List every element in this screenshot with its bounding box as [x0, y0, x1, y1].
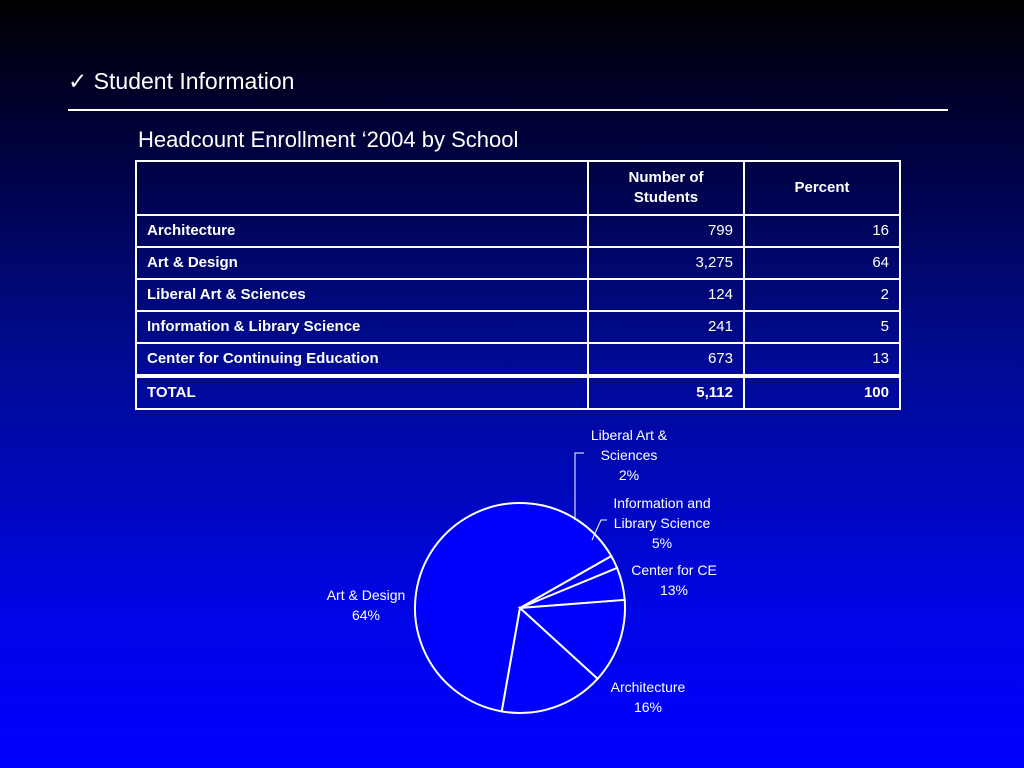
percent-cell: 64 — [744, 247, 900, 279]
students-cell: 124 — [588, 279, 744, 311]
pie-label-center-for-ce: Center for CE 13% — [631, 562, 717, 598]
total-percent-cell: 100 — [744, 376, 900, 409]
school-name-cell: Art & Design — [136, 247, 588, 279]
students-cell: 241 — [588, 311, 744, 343]
students-cell: 3,275 — [588, 247, 744, 279]
header-percent-cell: Percent — [744, 161, 900, 215]
school-name-cell: Center for Continuing Education — [136, 343, 588, 376]
pie-leader-line — [575, 453, 584, 520]
students-cell: 799 — [588, 215, 744, 247]
checkmark-icon: ✓ — [68, 68, 88, 94]
percent-cell: 13 — [744, 343, 900, 376]
slide-title-text: Student Information — [93, 68, 295, 94]
pie-label-liberal-art-sciences: Liberal Art & Sciences 2% — [590, 427, 668, 483]
percent-cell: 2 — [744, 279, 900, 311]
pie-label-art-design: Art & Design 64% — [326, 587, 406, 623]
pie-label-architecture: Architecture 16% — [610, 679, 686, 715]
total-students-cell: 5,112 — [588, 376, 744, 409]
school-name-cell: Liberal Art & Sciences — [136, 279, 588, 311]
header-students-cell: Number of Students — [588, 161, 744, 215]
pie-label-information-and-library-science: Information and Library Science 5% — [613, 495, 711, 551]
students-cell: 673 — [588, 343, 744, 376]
table-heading: Headcount Enrollment ‘2004 by School — [138, 127, 519, 152]
percent-cell: 5 — [744, 311, 900, 343]
school-name-cell: Architecture — [136, 215, 588, 247]
total-label-cell: TOTAL — [136, 376, 588, 409]
school-name-cell: Information & Library Science — [136, 311, 588, 343]
percent-cell: 16 — [744, 215, 900, 247]
